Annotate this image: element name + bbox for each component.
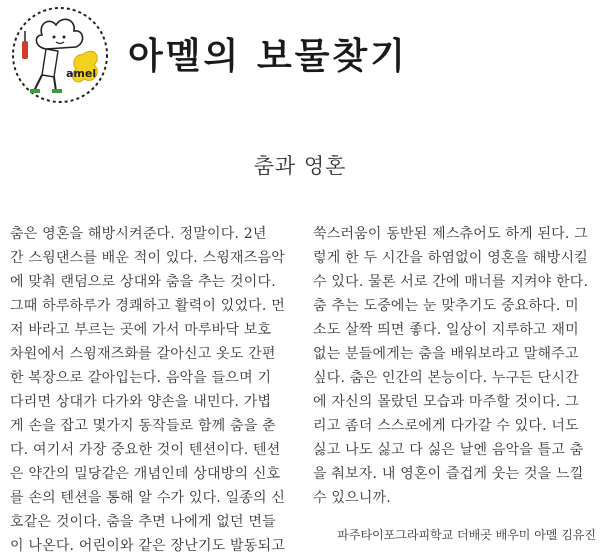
body-line: 호같은 것이다. 춤을 추면 나에게 없던 면들 <box>10 514 276 530</box>
body-line: 이 나온다. 어린이와 같은 장난기도 발동되고 <box>10 538 285 554</box>
article-right-column <box>313 222 596 510</box>
body-line: 를 손의 텐션을 통해 알 수가 있다. 일종의 신 <box>10 490 286 506</box>
body-line: 수 있으니까. <box>313 490 391 506</box>
svg-text:amel: amel <box>66 67 97 80</box>
body-line: 싶다. 춤은 인간의 본능이다. 누구든 단시간 <box>313 370 579 386</box>
body-line: 렇게 한 두 시간을 하염없이 영혼을 해방시킬 <box>313 250 588 266</box>
body-line: 게 손을 잡고 몇가지 동작들로 함께 춤을 춘 <box>10 418 276 434</box>
body-line: 없는 분들에게는 춤을 배워보라고 말해주고 <box>313 346 579 362</box>
body-line: 쑥스러움이 동반된 제스츄어도 하게 된다. 그 <box>313 226 588 242</box>
brand-title: 아멜의 보물찾기 <box>128 36 408 77</box>
body-line: 저 바라고 부르는 곳에 가서 마루바닥 보호 <box>10 322 272 338</box>
body-line: 다리면 상대가 다가와 양손을 내민다. 가볍 <box>10 394 272 410</box>
body-line: 그때 하루하루가 경쾌하고 활력이 있었다. 먼 <box>10 298 285 314</box>
body-line: 수 있다. 물론 서로 간에 매너를 지켜야 한다. <box>313 274 589 290</box>
body-line: 싫고 나도 싫고 다 싫은 날엔 음악을 틀고 춤 <box>313 442 584 458</box>
body-line: 차원에서 스윙재즈화를 갈아신고 옷도 간편 <box>10 346 276 362</box>
body-line: 리고 좀더 스스로에게 다가갈 수 있다. 너도 <box>313 418 579 434</box>
body-line: 다. 여기서 가장 중요한 것이 텐션이다. 텐션 <box>10 442 281 458</box>
amel-logo <box>10 5 110 105</box>
article-title: 춤과 영혼 <box>253 154 347 178</box>
body-line: 을 춰보자. 내 영혼이 즐겁게 웃는 것을 느낄 <box>313 466 584 482</box>
body-line: 에 맞춰 랜덤으로 상대와 춤을 추는 것이다. <box>10 274 276 290</box>
body-line: 간 스윙댄스를 배운 적이 있다. 스윙재즈음악 <box>10 250 285 266</box>
body-line: 은 약간의 밀당같은 개념인데 상대방의 신호 <box>10 466 281 482</box>
article-left-column <box>10 222 293 558</box>
body-line: 에 자신의 몰랐던 모습과 마주할 것이다. 그 <box>313 394 579 410</box>
body-line: 소도 살짝 띄면 좋다. 일상이 지루하고 재미 <box>313 322 579 338</box>
body-line: 춤은 영혼을 해방시켜준다. 정말이다. 2년 <box>10 226 267 242</box>
body-line: 춤 추는 도중에는 눈 맞추기도 중요하다. 미 <box>313 298 579 314</box>
body-line: 한 복장으로 갈아입는다. 음악을 들으며 기 <box>10 370 272 386</box>
author-byline: 파주타이포그라피학교 더배곳 배우미 아멜 김유진 <box>337 528 596 542</box>
header <box>0 0 600 110</box>
